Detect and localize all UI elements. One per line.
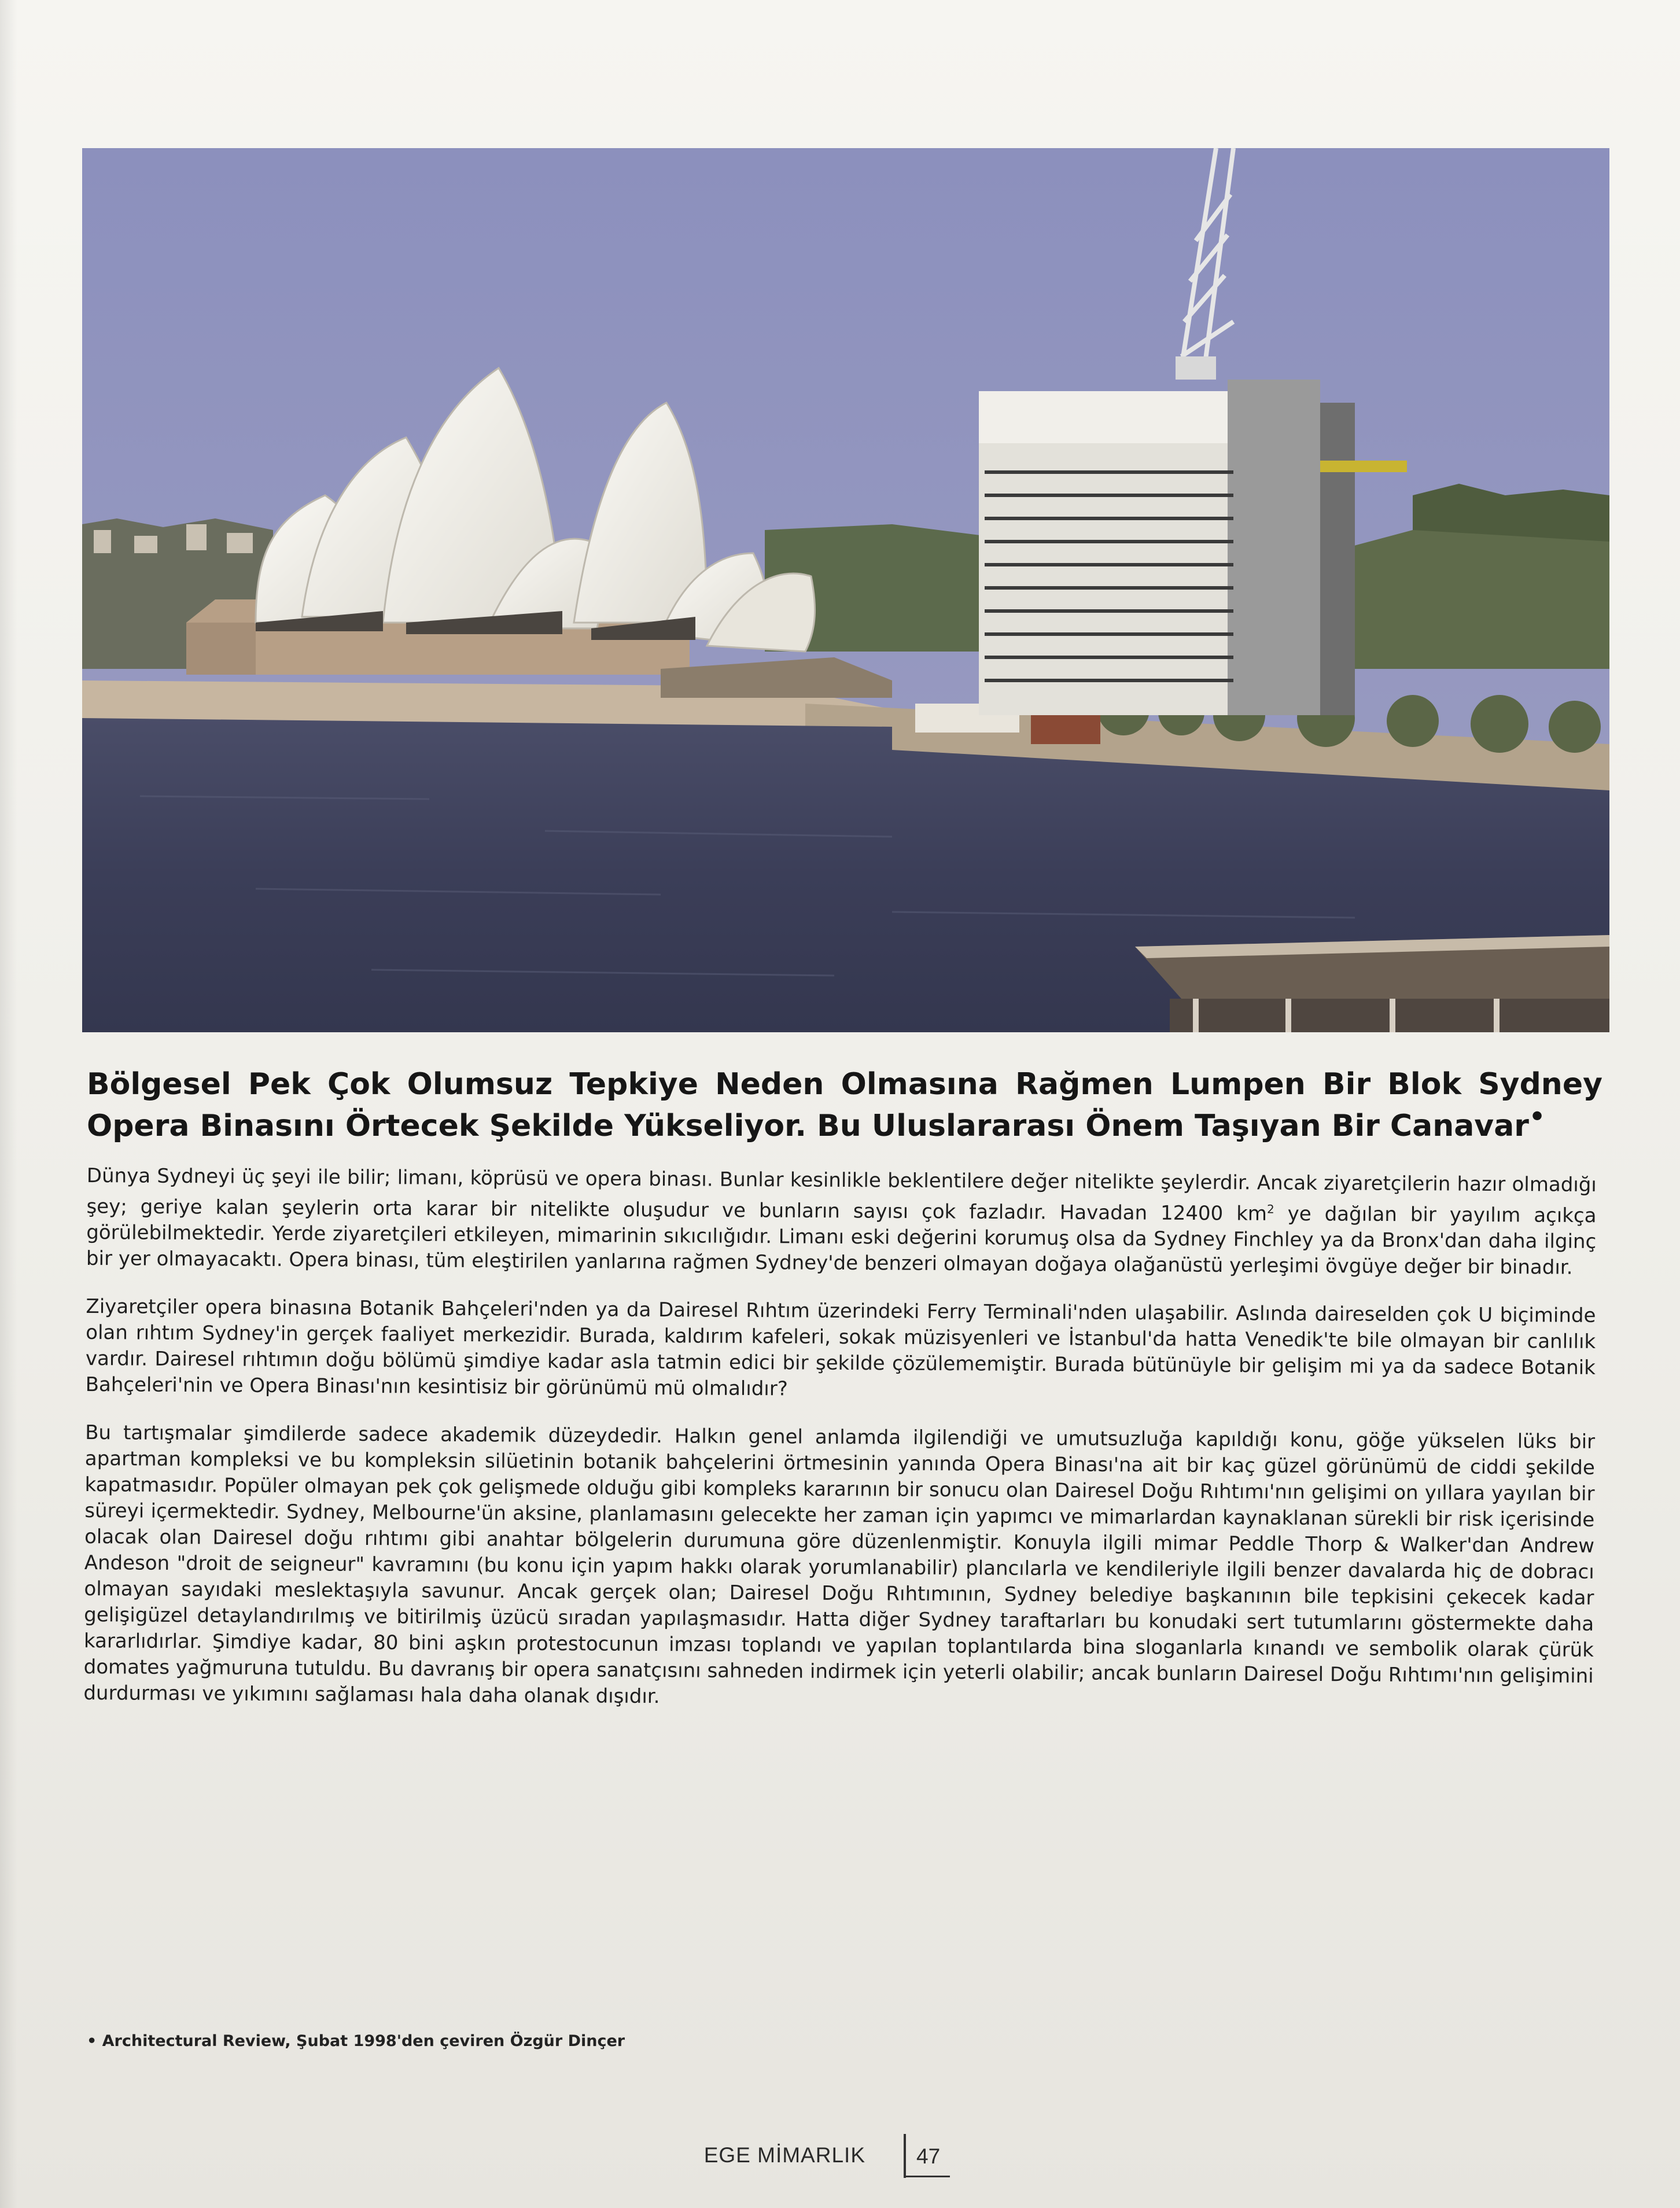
- page-number: 47: [916, 2144, 941, 2168]
- paragraph-1: [86, 1163, 1597, 1281]
- footer-divider: [904, 2134, 906, 2178]
- sydney-harbour-illustration: [82, 148, 1609, 1032]
- magazine-name: EGE MİMARLIK: [703, 2143, 865, 2167]
- paragraph-2: Ziyaretçiler opera binasına Botanik Bahçeleri'nden ya da Dairesel Rıhtım üzerindeki Ferry Terminali'nden ulaşabilir. Aslında daireselden çok U biçiminde olan rıhtım Sydney'in gerçek faaliyet merkezidir. Burada, kaldırım kafeleri, sokak müzisyenleri ve İstanbul'da hatta Venedik'te bile olmayan bir canlılık vardır. Dairesel rıhtımın doğu bölümü şimdiye kadar asla tatmin edici bir şekilde çözülememiştir. Burada bütünüyle bir gelişim mi ya da sadece Botanik Bahçeleri'nin ve Opera Binası'nın kesintisiz bir görünümü mü olmalıdır?: [85, 1295, 1596, 1401]
- headline-footnote-marker: •: [1528, 1102, 1546, 1132]
- page-footer: [703, 2134, 1012, 2180]
- source-footnote: • Architectural Review, Şubat 1998'den çeviren Özgür Dinçer: [87, 2032, 625, 2050]
- article-body: [83, 1163, 1597, 1738]
- sydney-harbour-photo: [82, 148, 1609, 1032]
- paragraph-1-part-a: Dünya Sydneyi üç şeyi ile bilir; limanı, köprüsü ve opera binası. Bunlar kesinlikle beklentilere değer nitelikte şeylerdir. Ancak ziyaretçilerin hazır olmadığı şey; geriye kalan şeylerin orta karar bir nitelikte oluşudur ve bunların sayısı çok fazladır. Havadan 12400 km: [86, 1164, 1597, 1226]
- headline-text: Bölgesel Pek Çok Olumsuz Tepkiye Neden Olmasına Rağmen Lumpen Bir Blok Sydney Opera Binasını Örtecek Şekilde Yükseliyor. Bu Uluslararası Önem Taşıyan Bir Canavar: [87, 1067, 1602, 1143]
- superscript-2: 2: [1266, 1202, 1274, 1216]
- article-headline: [87, 1063, 1602, 1147]
- page-edge-shadow: [0, 0, 17, 2208]
- paragraph-1-part-b: ye dağılan bir yayılım açıkça görülebilmektedir. Yerde ziyaretçileri etkileyen, mimarinin sıkıcılığıdır. Limanı eski değerini korumuş olsa da Sydney Finchley ya da Bronx'dan daha ilginç bir yer olmayacaktı. Opera binası, tüm eleştirilen yanlarına rağmen Sydney'de benzeri olmayan doğaya olağanüstü yerleşimi övgüye değer bir binadır.: [86, 1202, 1597, 1280]
- footer-underline: [904, 2176, 950, 2177]
- paragraph-3: Bu tartışmalar şimdilerde sadece akademik düzeydedir. Halkın genel anlamda ilgilendiği ve umutsuzluğa kapıldığı konu, göğe yükselen lüks bir apartman kompleksi ve bu kompleksin silüetinin botanik bahçelerini örtmesinin yanında Opera Binası'na ait bir kaç güzel görünümü de ciddi şekilde kapatmasıdır. Popüler olmayan pek çok gelişmede olduğu gibi kompleks kararının bir sonucu olan Dairesel Doğu Rıhtımı'nın gelişimi on yıllara yayılan bir süreyi içermektedir. Sydney, Melbourne'ün aksine, planlamasını gelecekte her zaman için yapımcı ve mimarlardan kaynaklanan sürekli bir risk içerisinde olacak olan Dairesel doğu rıhtımı gibi anahtar bölgelerin durumuna göre düzenlenmiştir. Konuyla ilgili mimar Peddle Thorp & Walker'dan Andrew Andeson "droit de seigneur" kavramını (bu konu için yapım hakkı olarak yorumlanabilir) plancılarla ve kendileriyle ilgili benzer davalarda hiç de dobracı olmayan sayıdaki meslektaşıyla savunur. Ancak gerçek olan; Dairesel Doğu Rıhtımının, Sydney belediye başkanının bile tepkisini çekecek kadar gelişigüzel detaylandırılmış ve bitirilmiş üzücü sıradan yapılaşmasıdır. Hatta diğer Sydney taraftarları bu konudaki sert tutumlarını göstermekte daha kararlıdırlar. Şimdiye kadar, 80 bini aşkın protestocunun imzası toplandı ve yapılan toplantılarda bina sloganlarla kınandı ve sembolik olarak çürük domates yağmuruna tutuldu. Bu davranış bir opera sanatçısını sahneden indirmek için yeterli olabilir; ancak bunların Dairesel Doğu Rıhtımı'nın gelişimini durdurması ve yıkımını sağlaması hala daha olanak dışıdır.: [83, 1421, 1596, 1709]
